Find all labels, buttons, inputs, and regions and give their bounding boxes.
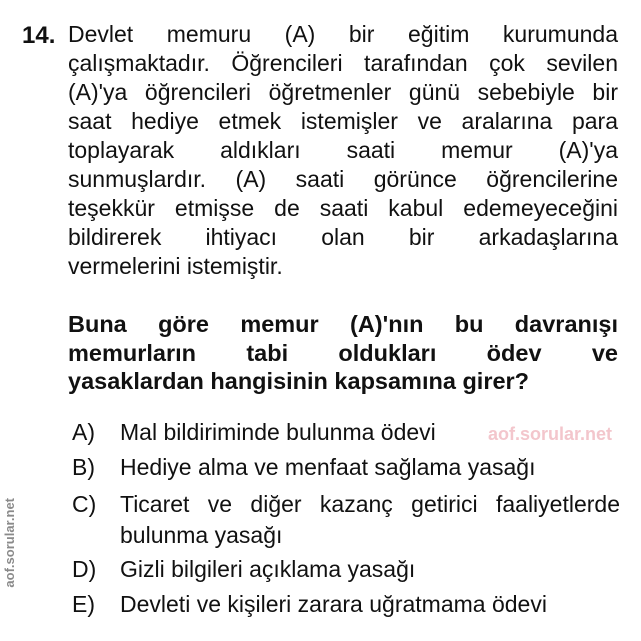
- stem-line: saat hediye etmek istemişler ve aralarına para: [68, 108, 618, 134]
- stem-line: vermelerini istemiştir.: [68, 253, 283, 279]
- option-d-text[interactable]: Gizli bilgileri açıklama yasağı: [120, 556, 416, 582]
- option-e-letter[interactable]: E): [72, 591, 95, 617]
- stem-line: çalışmaktadır. Öğrencileri tarafından çok sevilen: [68, 50, 618, 76]
- option-c-text-cont[interactable]: bulunma yasağı: [120, 522, 283, 548]
- watermark-side: aof.sorular.net: [2, 498, 17, 588]
- stem-line: bildirerek ihtiyacı olan bir arkadaşlarına: [68, 224, 618, 250]
- watermark-center: aof.sorular.net: [488, 424, 613, 444]
- prompt-line: memurların tabi oldukları ödev ve: [68, 340, 618, 366]
- option-a-letter[interactable]: A): [72, 419, 95, 445]
- option-b-letter[interactable]: B): [72, 454, 95, 480]
- prompt-line: yasaklardan hangisinin kapsamına girer?: [68, 368, 530, 394]
- option-a-text[interactable]: Mal bildiriminde bulunma ödevi: [120, 419, 436, 445]
- stem-line: (A)'ya öğrencileri öğretmenler günü sebebiyle bir: [68, 79, 618, 105]
- option-b-text[interactable]: Hediye alma ve menfaat sağlama yasağı: [120, 454, 536, 480]
- question-number: 14.: [22, 22, 56, 49]
- option-e-text[interactable]: Devleti ve kişileri zarara uğratmama ödevi: [120, 591, 547, 617]
- stem-line: sunmuşlardır. (A) saati görünce öğrencilerine: [68, 166, 618, 192]
- option-c-letter[interactable]: C): [72, 491, 97, 517]
- stem-line: Devlet memuru (A) bir eğitim kurumunda: [68, 21, 618, 47]
- option-c-text[interactable]: Ticaret ve diğer kazanç getirici faaliyetlerde: [120, 491, 620, 517]
- option-d-letter[interactable]: D): [72, 556, 97, 582]
- stem-line: teşekkür etmişse de saati kabul edemeyeceğini: [68, 195, 618, 221]
- stem-line: toplayarak aldıkları saati memur (A)'ya: [68, 137, 618, 163]
- prompt-line: Buna göre memur (A)'nın bu davranışı: [68, 311, 618, 337]
